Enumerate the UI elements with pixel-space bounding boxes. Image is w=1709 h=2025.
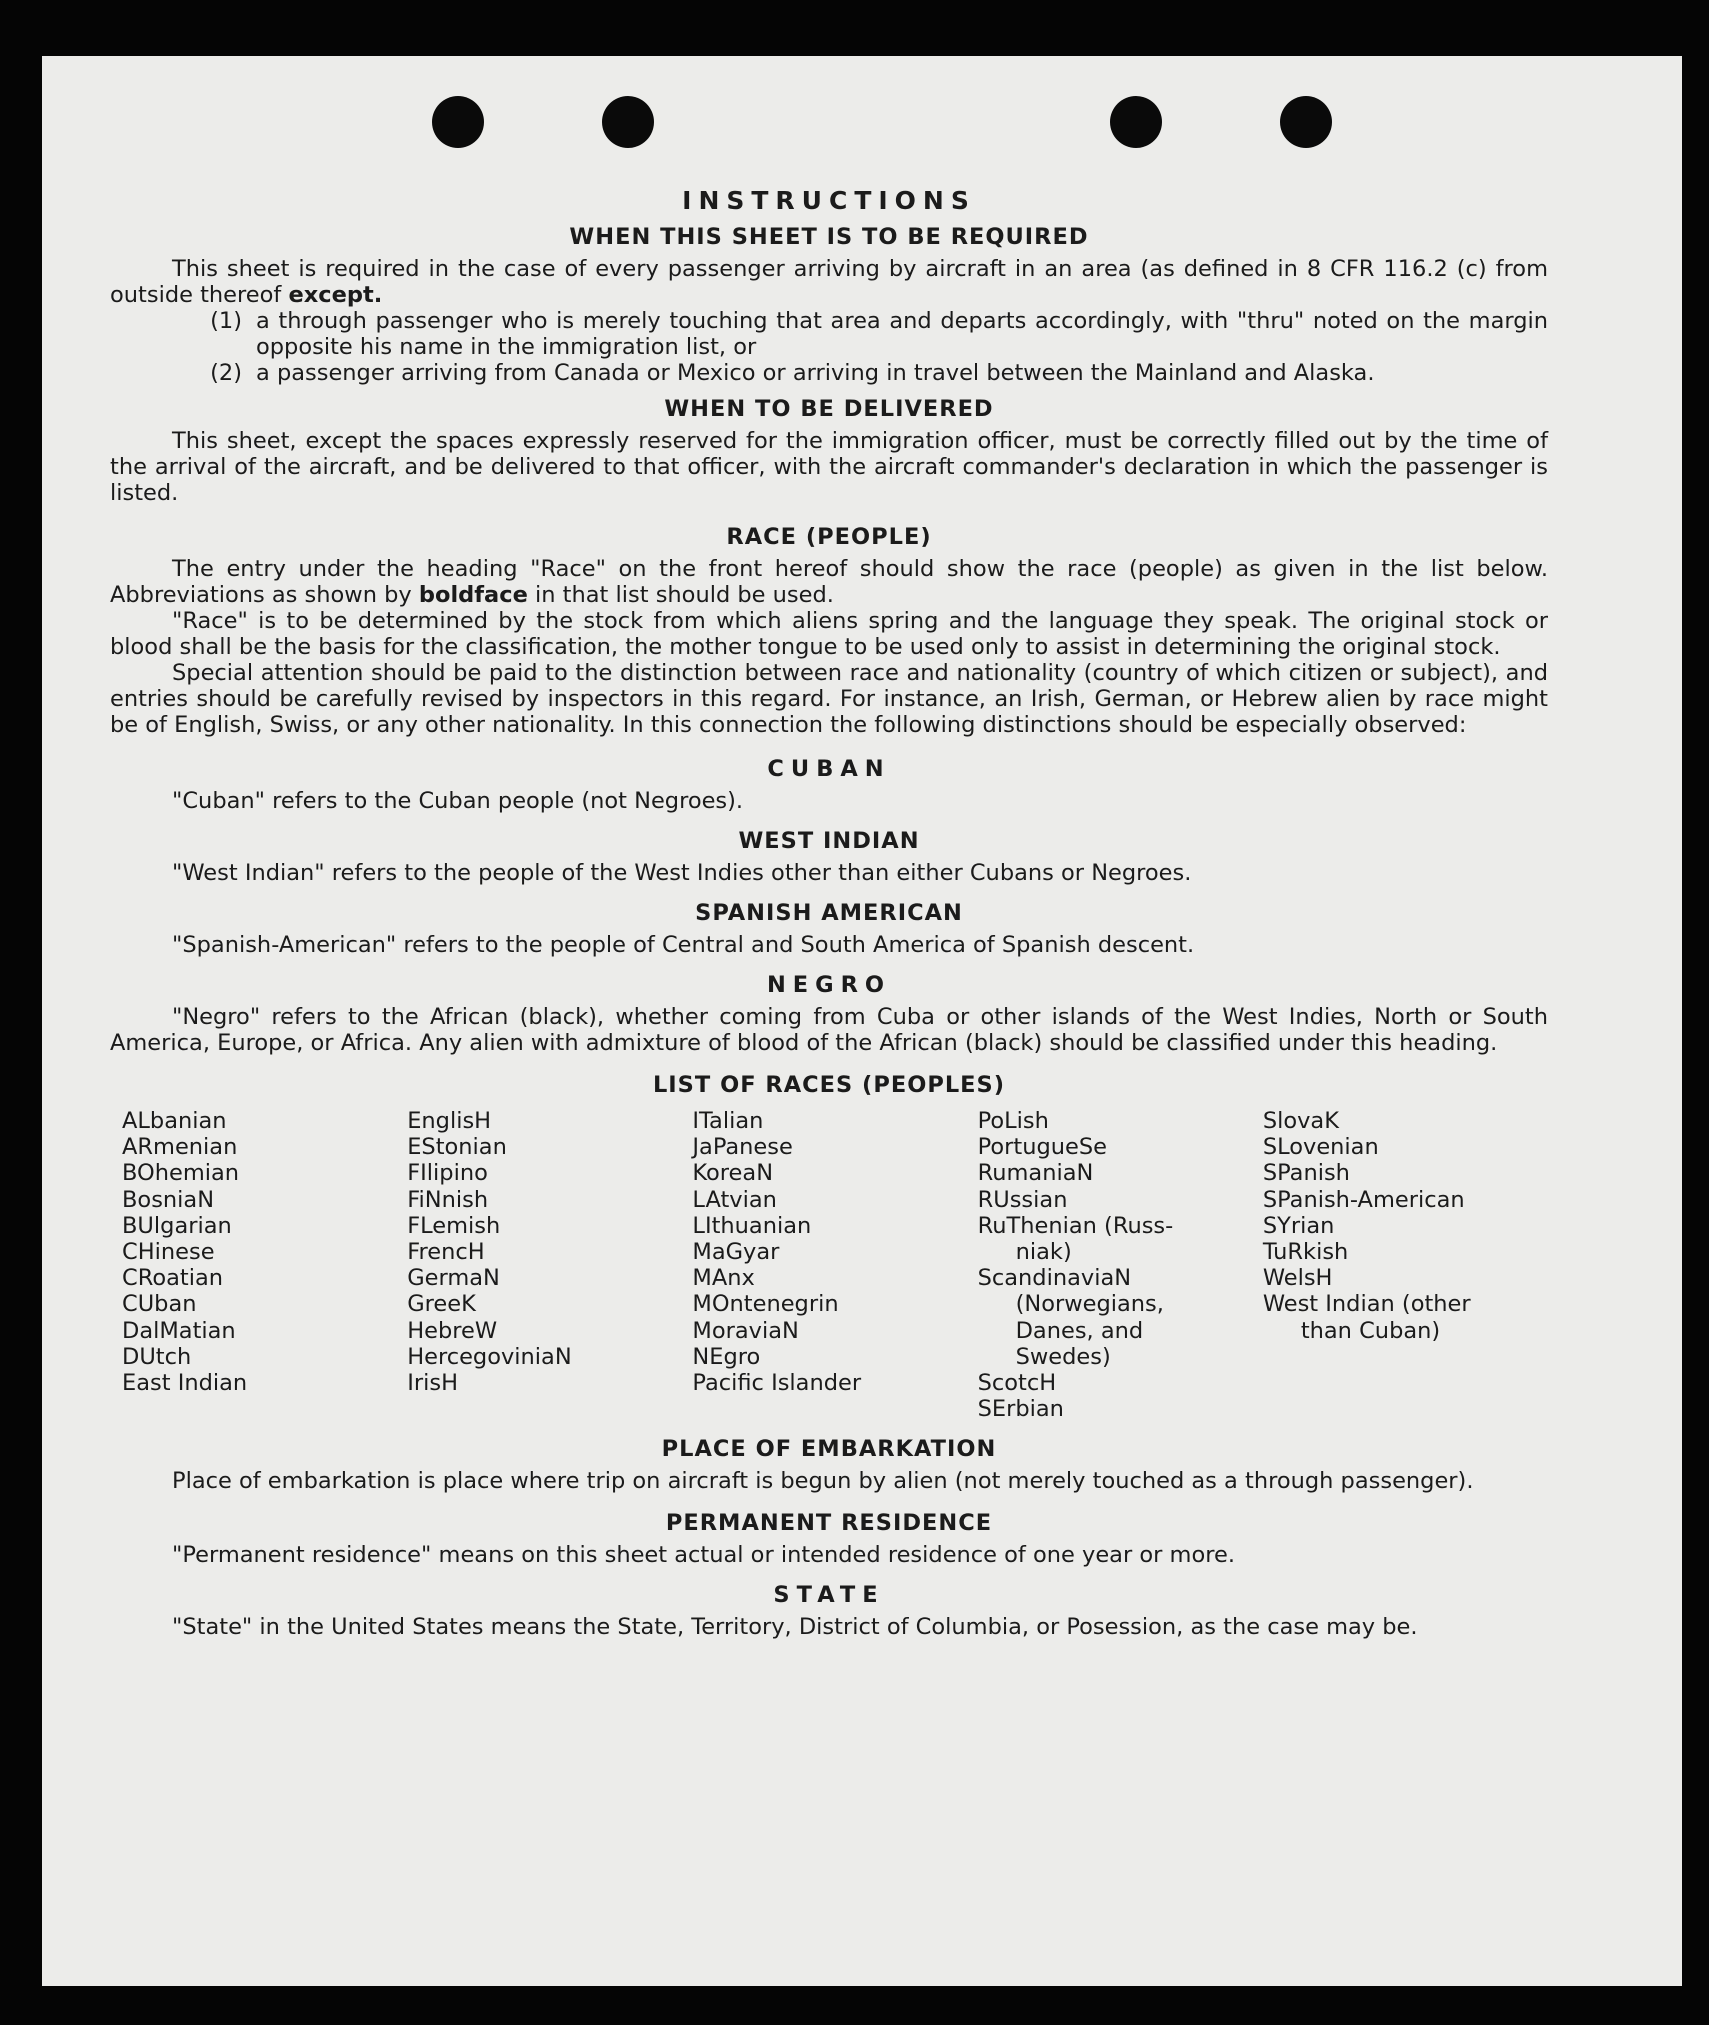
race-entry: EnglisH [407, 1108, 492, 1134]
race-entry: RuThenian (Russ- [977, 1212, 1174, 1239]
race-entry: than Cuban) [1300, 1317, 1441, 1344]
race-entry: West Indian (other [1262, 1291, 1471, 1318]
race-entry: ITalian [692, 1108, 764, 1134]
race-entry: BOhemian [122, 1160, 240, 1187]
race-entry: FIlipino [407, 1160, 488, 1187]
heading-spanish-american: SPANISH AMERICAN [695, 900, 963, 926]
race-entry: NEgro [692, 1343, 761, 1370]
race-entry: TuRkish [1262, 1239, 1349, 1266]
race-entry: DalMatian [122, 1317, 236, 1344]
race-entry: BosniaN [122, 1186, 215, 1213]
races-column-3 [692, 1108, 977, 1422]
race-entry: PoLish [977, 1108, 1049, 1134]
instructions-content [110, 126, 1548, 1640]
race-entry: BUlgarian [122, 1212, 232, 1239]
race-entry: EStonian [407, 1134, 507, 1161]
race-paragraph-2: "Race" is to be determined by the stock from which aliens spring and the language they speak. The original stock or blood shall be the basis for the classification, the mother tongue to be used only to assist in determining the original stock. [110, 608, 1548, 660]
heading-west-indian: WEST INDIAN [738, 828, 920, 854]
heading-list-of-races: LIST OF RACES (PEOPLES) [652, 1072, 1006, 1098]
race-entry: CRoatian [122, 1265, 224, 1292]
race-entry: LAtvian [692, 1186, 777, 1213]
race-entry: SYrian [1262, 1212, 1335, 1239]
race-entry: FLemish [407, 1212, 501, 1239]
race-entry: niak) [1015, 1239, 1072, 1266]
west-indian-text: "West Indian" refers to the people of the West Indies other than either Cubans or Negroes. [172, 860, 1192, 886]
permanent-residence-text: "Permanent residence" means on this sheet actual or intended residence of one year or more. [172, 1542, 1235, 1569]
race-entry: HercegoviniaN [407, 1343, 572, 1370]
race-entry: CUban [122, 1291, 197, 1318]
race-entry: SPanish [1262, 1160, 1350, 1187]
page-title: INSTRUCTIONS [682, 186, 976, 215]
spanish-american-text: "Spanish-American" refers to the people of Central and South America of Spanish descent. [172, 932, 1195, 958]
race-entry: Danes, and [1015, 1317, 1144, 1344]
race-entry: SlovaK [1262, 1108, 1339, 1134]
races-column-1 [122, 1108, 407, 1422]
delivered-text: This sheet, except the spaces expressly reserved for the immigration officer, must be correctly filled out by the time of the arrival of the aircraft, and be delivered to that officer, with the aircraft commander's declaration in which the passenger is listed. [110, 428, 1548, 506]
race-entry: SPanish-American [1262, 1186, 1465, 1213]
race-entry: (Norwegians, [1015, 1291, 1164, 1318]
race-entry: RumaniaN [977, 1160, 1094, 1187]
heading-negro: NEGRO [766, 972, 892, 998]
race-entry: RUssian [977, 1186, 1068, 1213]
race-entry: SLovenian [1262, 1134, 1379, 1161]
exception-item-1: (1) a through passenger who is merely touching that area and departs accordingly, with "thru" noted on the margin opposite his name in the immigration list, or [210, 308, 1548, 360]
exception-item-2: (2) a passenger arriving from Canada or Mexico or arriving in travel between the Mainland and Alaska. [210, 360, 1375, 386]
heading-state: STATE [773, 1582, 885, 1609]
race-entry: DUtch [122, 1343, 192, 1370]
race-entry: ARmenian [122, 1134, 238, 1161]
race-entry: KoreaN [692, 1160, 774, 1187]
race-entry: FrencH [407, 1239, 485, 1266]
race-entry: IrisH [407, 1370, 458, 1397]
race-entry: ALbanian [122, 1108, 227, 1134]
race-paragraph-1: The entry under the heading "Race" on the front hereof should show the race (people) as given in the list below. Abbreviations as shown by boldface in that list should be used. [110, 556, 1548, 608]
race-entry: HebreW [407, 1317, 498, 1344]
races-column-4 [978, 1108, 1263, 1422]
races-column-5 [1263, 1108, 1548, 1422]
race-entry: MOntenegrin [692, 1291, 839, 1318]
negro-text: "Negro" refers to the African (black), whether coming from Cuba or other islands of the West Indies, North or South America, Europe, or Africa. Any alien with admixture of blood of the African (black) should be classified under this heading. [110, 1004, 1548, 1056]
race-entry: ScotcH [977, 1370, 1057, 1397]
heading-cuban: CUBAN [767, 756, 891, 782]
race-entry: GermaN [407, 1265, 500, 1292]
races-column-2 [407, 1108, 692, 1422]
required-intro: This sheet is required in the case of every passenger arriving by aircraft in an area (as defined in 8 CFR 116.2 (c) from outside thereof except. [110, 256, 1548, 308]
race-entry: MoraviaN [692, 1317, 799, 1344]
race-entry: WelsH [1262, 1265, 1333, 1292]
race-entry: Pacific Islander [692, 1370, 862, 1397]
section-heading-race: RACE (PEOPLE) [726, 524, 932, 550]
race-entry: East Indian [122, 1370, 248, 1397]
race-entry: SErbian [977, 1396, 1064, 1423]
race-entry: Swedes) [1015, 1343, 1111, 1370]
heading-embarkation: PLACE OF EMBARKATION [661, 1436, 997, 1463]
races-list [110, 1108, 1548, 1422]
section-heading-delivered: WHEN TO BE DELIVERED [664, 396, 994, 422]
race-paragraph-3: Special attention should be paid to the distinction between race and nationality (country of which citizen or subject), and entries should be carefully revised by inspectors in this regard. For instance, an Irish, German, or Hebrew alien by race might be of English, Swiss, or any other nationality. In this connection the following distinctions should be especially observed: [110, 660, 1548, 738]
race-entry: FiNnish [407, 1186, 489, 1213]
race-entry: GreeK [407, 1291, 476, 1318]
race-entry: PortugueSe [977, 1134, 1107, 1161]
race-entry: MaGyar [692, 1239, 780, 1266]
heading-permanent-residence: PERMANENT RESIDENCE [665, 1510, 993, 1537]
race-entry: CHinese [122, 1239, 215, 1266]
state-text: "State" in the United States means the State, Territory, District of Columbia, or Posession, as the case may be. [172, 1614, 1418, 1641]
embarkation-text: Place of embarkation is place where trip on aircraft is begun by alien (not merely touched as a through passenger). [172, 1468, 1474, 1495]
race-entry: MAnx [692, 1265, 755, 1292]
race-entry: ScandinaviaN [977, 1265, 1132, 1292]
race-entry: JaPanese [692, 1134, 793, 1161]
race-entry: LIthuanian [692, 1212, 812, 1239]
cuban-text: "Cuban" refers to the Cuban people (not Negroes). [172, 788, 744, 814]
section-heading-required: WHEN THIS SHEET IS TO BE REQUIRED [569, 224, 1089, 250]
